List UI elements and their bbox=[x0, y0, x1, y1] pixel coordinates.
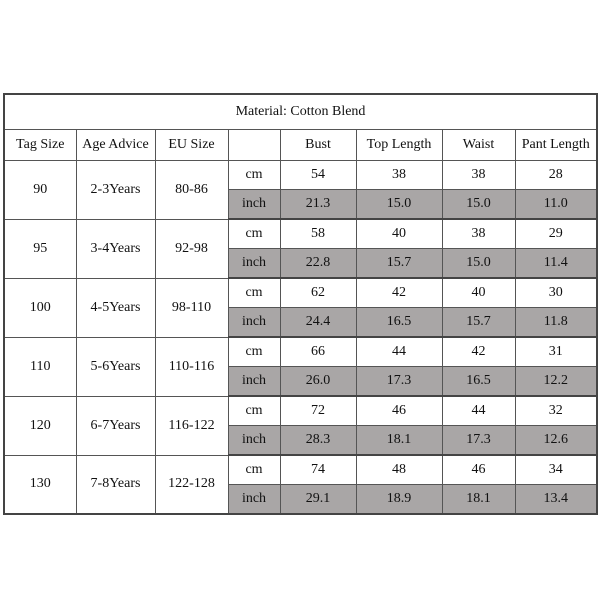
bust-inch-cell: 21.3 bbox=[280, 190, 356, 220]
top-length-inch-cell: 18.9 bbox=[356, 485, 442, 515]
eu-size-cell: 80-86 bbox=[155, 161, 228, 220]
bust-cm-cell: 72 bbox=[280, 396, 356, 426]
waist-cm-cell: 44 bbox=[442, 396, 515, 426]
unit-cm-cell: cm bbox=[228, 161, 280, 190]
pant-length-cm-cell: 29 bbox=[515, 219, 597, 249]
unit-cm-cell: cm bbox=[228, 455, 280, 485]
tag-size-cell: 90 bbox=[4, 161, 76, 220]
waist-inch-cell: 16.5 bbox=[442, 367, 515, 397]
table-row bbox=[4, 161, 597, 190]
top-length-inch-cell: 17.3 bbox=[356, 367, 442, 397]
bust-cm-cell: 62 bbox=[280, 278, 356, 308]
bust-inch-cell: 22.8 bbox=[280, 249, 356, 279]
waist-cm-cell: 38 bbox=[442, 161, 515, 190]
pant-length-cm-cell: 31 bbox=[515, 337, 597, 367]
bust-inch-cell: 29.1 bbox=[280, 485, 356, 515]
header-age-advice: Age Advice bbox=[76, 130, 155, 161]
top-length-cm-cell: 44 bbox=[356, 337, 442, 367]
tag-size-cell: 130 bbox=[4, 455, 76, 514]
top-length-cm-cell: 40 bbox=[356, 219, 442, 249]
top-length-inch-cell: 16.5 bbox=[356, 308, 442, 338]
tag-size-cell: 110 bbox=[4, 337, 76, 396]
age-advice-cell: 7-8Years bbox=[76, 455, 155, 514]
eu-size-cell: 92-98 bbox=[155, 219, 228, 278]
age-advice-cell: 5-6Years bbox=[76, 337, 155, 396]
tag-size-cell: 100 bbox=[4, 278, 76, 337]
unit-cm-cell: cm bbox=[228, 219, 280, 249]
table-row bbox=[4, 219, 597, 249]
bust-cm-cell: 66 bbox=[280, 337, 356, 367]
size-chart-table bbox=[3, 93, 598, 515]
eu-size-cell: 116-122 bbox=[155, 396, 228, 455]
age-advice-cell: 2-3Years bbox=[76, 161, 155, 220]
pant-length-inch-cell: 12.6 bbox=[515, 426, 597, 456]
top-length-cm-cell: 38 bbox=[356, 161, 442, 190]
waist-inch-cell: 15.7 bbox=[442, 308, 515, 338]
header-waist: Waist bbox=[442, 130, 515, 161]
top-length-inch-cell: 15.0 bbox=[356, 190, 442, 220]
unit-cm-cell: cm bbox=[228, 278, 280, 308]
age-advice-cell: 6-7Years bbox=[76, 396, 155, 455]
bust-cm-cell: 54 bbox=[280, 161, 356, 190]
bust-inch-cell: 26.0 bbox=[280, 367, 356, 397]
table-row bbox=[4, 396, 597, 426]
pant-length-cm-cell: 28 bbox=[515, 161, 597, 190]
table-row bbox=[4, 455, 597, 485]
pant-length-cm-cell: 30 bbox=[515, 278, 597, 308]
bust-inch-cell: 24.4 bbox=[280, 308, 356, 338]
table-row bbox=[4, 337, 597, 367]
waist-cm-cell: 42 bbox=[442, 337, 515, 367]
waist-cm-cell: 38 bbox=[442, 219, 515, 249]
pant-length-cm-cell: 34 bbox=[515, 455, 597, 485]
header-unit bbox=[228, 130, 280, 161]
eu-size-cell: 110-116 bbox=[155, 337, 228, 396]
waist-cm-cell: 40 bbox=[442, 278, 515, 308]
table-title: Material: Cotton Blend bbox=[4, 94, 597, 130]
table-row bbox=[4, 278, 597, 308]
bust-cm-cell: 58 bbox=[280, 219, 356, 249]
pant-length-inch-cell: 11.8 bbox=[515, 308, 597, 338]
waist-inch-cell: 15.0 bbox=[442, 190, 515, 220]
top-length-cm-cell: 48 bbox=[356, 455, 442, 485]
bust-cm-cell: 74 bbox=[280, 455, 356, 485]
header-tag-size: Tag Size bbox=[4, 130, 76, 161]
pant-length-inch-cell: 11.0 bbox=[515, 190, 597, 220]
unit-inch-cell: inch bbox=[228, 308, 280, 338]
unit-inch-cell: inch bbox=[228, 190, 280, 220]
pant-length-inch-cell: 11.4 bbox=[515, 249, 597, 279]
top-length-cm-cell: 46 bbox=[356, 396, 442, 426]
age-advice-cell: 3-4Years bbox=[76, 219, 155, 278]
unit-cm-cell: cm bbox=[228, 337, 280, 367]
unit-cm-cell: cm bbox=[228, 396, 280, 426]
waist-inch-cell: 17.3 bbox=[442, 426, 515, 456]
top-length-inch-cell: 15.7 bbox=[356, 249, 442, 279]
top-length-cm-cell: 42 bbox=[356, 278, 442, 308]
pant-length-cm-cell: 32 bbox=[515, 396, 597, 426]
header-pant-length: Pant Length bbox=[515, 130, 597, 161]
bust-inch-cell: 28.3 bbox=[280, 426, 356, 456]
waist-cm-cell: 46 bbox=[442, 455, 515, 485]
unit-inch-cell: inch bbox=[228, 367, 280, 397]
unit-inch-cell: inch bbox=[228, 249, 280, 279]
unit-inch-cell: inch bbox=[228, 426, 280, 456]
unit-inch-cell: inch bbox=[228, 485, 280, 515]
waist-inch-cell: 15.0 bbox=[442, 249, 515, 279]
header-row bbox=[4, 130, 597, 161]
age-advice-cell: 4-5Years bbox=[76, 278, 155, 337]
eu-size-cell: 122-128 bbox=[155, 455, 228, 514]
header-top-length: Top Length bbox=[356, 130, 442, 161]
pant-length-inch-cell: 12.2 bbox=[515, 367, 597, 397]
waist-inch-cell: 18.1 bbox=[442, 485, 515, 515]
tag-size-cell: 95 bbox=[4, 219, 76, 278]
tag-size-cell: 120 bbox=[4, 396, 76, 455]
pant-length-inch-cell: 13.4 bbox=[515, 485, 597, 515]
header-eu-size: EU Size bbox=[155, 130, 228, 161]
eu-size-cell: 98-110 bbox=[155, 278, 228, 337]
header-bust: Bust bbox=[280, 130, 356, 161]
top-length-inch-cell: 18.1 bbox=[356, 426, 442, 456]
